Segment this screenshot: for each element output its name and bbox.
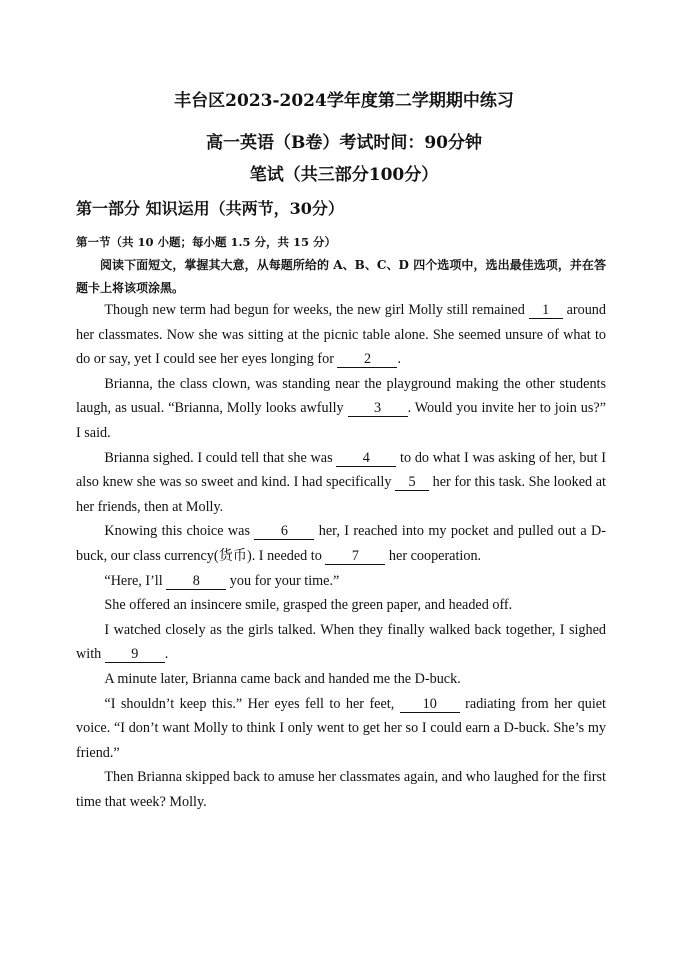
blank-4: 4: [336, 451, 396, 467]
paragraph: [76, 298, 606, 372]
passage-text: her for this task. She looked at her friends, then at Molly.: [76, 474, 606, 515]
passage-text: Brianna, the class clown, was standing near the playground making the other students laugh, as usual. “Brianna, Molly looks awfully: [76, 375, 606, 417]
paragraph: [76, 569, 606, 594]
passage-text: .: [164, 646, 169, 663]
passage-text: to do what I was asking of her, but I also knew she was so sweet and kind. I had specifically: [76, 449, 606, 491]
blank-5: 5: [395, 475, 429, 491]
passage-text: Though new term had begun for weeks, the new girl Molly still remained: [104, 302, 529, 318]
paragraph: [76, 618, 606, 667]
passage-text: Then Brianna skipped back to amuse her classmates again, and who laughed for the first time that week? Molly.: [76, 769, 606, 810]
section-heading: 第一节（共 10 小题；每小题 1.5 分，共 15 分）: [76, 235, 337, 249]
blank-6: 6: [254, 524, 314, 540]
paragraph: [76, 765, 606, 814]
instructions: 阅读下面短文，掌握其大意，从每题所给的 A、B、C、D 四个选项中，选出最佳选项，并在答题卡上将该项涂黑。: [76, 258, 606, 295]
paragraph: [76, 446, 606, 520]
paragraph: [76, 372, 606, 446]
paragraph: [76, 593, 606, 618]
passage-text: Knowing this choice was: [104, 523, 255, 540]
passage-text: I watched closely as the girls talked. When they finally walked back together, I sighed with: [76, 621, 606, 663]
blank-8: 8: [166, 574, 226, 590]
passage-text: . Would you invite her to join us?” I said.: [76, 400, 607, 441]
passage-text: around her classmates. Now she was sitting at the picnic table alone. She seemed unsure of what to do or say, yet I could see her eyes longing for: [76, 302, 606, 368]
blank-7: 7: [325, 549, 385, 565]
passage-text: “I shouldn’t keep this.” Her eyes fell to her feet,: [104, 695, 400, 712]
passage-text: She offered an insincere smile, grasped the green paper, and headed off.: [104, 597, 513, 614]
paragraph: [76, 519, 606, 568]
paragraph: [76, 692, 606, 766]
passage-text: .: [397, 351, 402, 368]
passage-text: her cooperation.: [385, 547, 482, 564]
passage-text: Brianna sighed. I could tell that she was: [104, 449, 337, 466]
exam-subtitle: 高一英语（B卷）考试时间：90分钟: [205, 133, 483, 153]
cloze-passage: [76, 298, 606, 814]
passage-text: A minute later, Brianna came back and handed me the D-buck.: [104, 670, 461, 687]
part-heading: 第一部分 知识运用（共两节，30分）: [76, 199, 344, 218]
exam-written-part: 笔试（共三部分100分）: [249, 165, 439, 185]
blank-9: 9: [105, 647, 165, 663]
passage-text: radiating from her quiet voice. “I don’t want Molly to think I only went to get her so I could earn a D-buck. She’s my friend.”: [76, 695, 607, 761]
passage-text: you for your time.”: [226, 572, 340, 589]
blank-1: 1: [529, 303, 563, 319]
passage-text: her, I reached into my pocket and pulled out a D-buck, our class currency(货币). I needed to: [76, 523, 606, 564]
paragraph: [76, 667, 606, 692]
blank-2: 2: [337, 352, 397, 368]
passage-text: “Here, I’ll: [104, 572, 167, 589]
blank-3: 3: [348, 401, 408, 417]
exam-title: 丰台区2023-2024学年度第二学期期中练习: [174, 91, 514, 111]
blank-10: 10: [400, 697, 460, 713]
